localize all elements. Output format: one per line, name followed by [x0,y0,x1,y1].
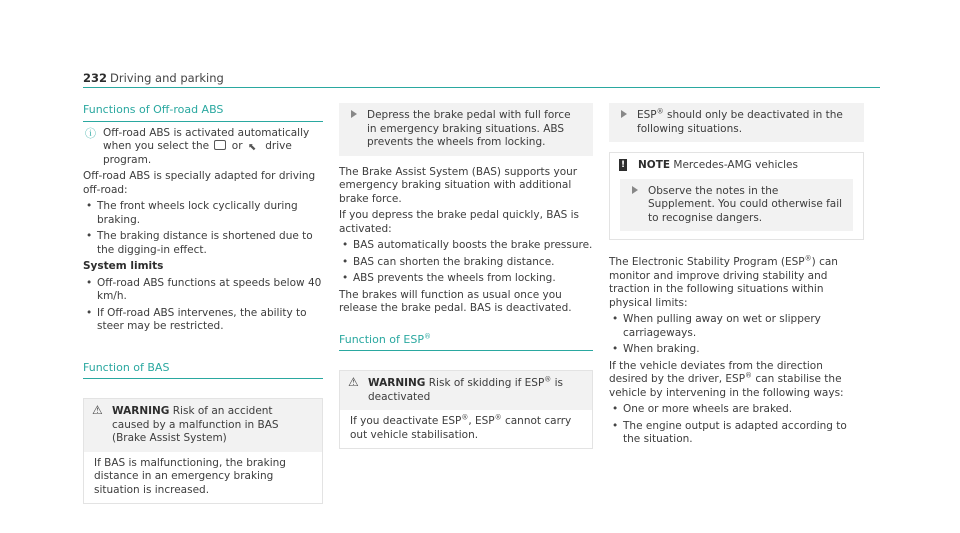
warning-title-a: Risk of skidding if ESP [428,377,545,389]
notice-header [610,153,863,179]
step-arrow-icon [632,186,638,194]
page-section-title: Driving and parking [110,71,224,85]
esp-p2-b: can stabilise the vehicle by intervening in the following ways: [609,373,844,399]
list-item: • BAS can shorten the braking distance. [339,256,593,270]
step-text-b: should only be deactivated in the following situations. [637,109,843,135]
info-icon: ⓘ [85,126,96,140]
reg-mark: ® [544,375,552,384]
page-number: 232 [83,71,108,85]
warning-body [340,410,592,448]
offroad-program-icon [214,140,226,150]
reg-mark: ® [656,107,664,116]
list-item: • ABS prevents the wheels from locking. [339,272,593,286]
info-note [83,127,323,168]
bas-para-2: If you depress the brake pedal quickly, BAS is activated: [339,209,580,235]
warning-box-bas [83,398,323,504]
reg-mark: ® [423,331,431,340]
column-3 [609,103,864,450]
note-or: or [231,140,243,152]
list-item: • Off-road ABS functions at speeds below 40 km/h. [83,277,323,304]
offroad-plus-program-icon: ⬉ [247,142,257,153]
esp-para-2 [609,360,864,401]
instruction-step [339,103,593,156]
warning-label: WARNING [112,405,170,417]
step-text: Observe the notes in the Supplement. You could otherwise fail to recognise dangers. [648,184,843,224]
esp-p2-a: If the vehicle deviates from the direction desired by the driver, ESP [609,359,823,385]
column-2 [339,103,593,459]
list-item: • BAS automatically boosts the brake pressure. [339,239,593,253]
section-heading-offroad-abs: Functions of Off-road ABS [83,103,323,122]
notice-box-amg [609,152,864,240]
notice-exclamation-icon: ! [620,160,626,170]
instruction-step [620,179,853,232]
warning-title-b: is deactivated [368,377,564,403]
note-text-b: drive program. [103,140,292,166]
esp-p1-b: ) can monitor and improve driving stability and traction in the following situations within physical limits: [609,256,838,309]
esp-para-1 [609,256,864,310]
notice-label: NOTE [638,159,671,171]
warning-body-c: cannot carry out vehicle stabilisation. [350,415,572,441]
list-item: • When pulling away on wet or slippery carriageways. [609,313,864,340]
bas-para-1: The Brake Assist System (BAS) supports your emergency braking situation with additional brake force. [339,165,578,205]
list-item: • The engine output is adapted according to the situation. [609,420,864,447]
warning-triangle-icon: ⚠ [92,403,103,417]
warning-triangle-icon: ⚠ [348,375,359,389]
page-header [83,72,880,88]
note-text-a: Off-road ABS is activated automatically when you select the [103,126,310,152]
reg-mark: ® [494,413,502,422]
list-item: • When braking. [609,343,864,357]
column-1 [83,103,323,514]
section-heading-esp [339,333,593,352]
reg-mark: ® [745,371,753,380]
warning-header [84,399,322,452]
warning-body: If BAS is malfunctioning, the braking distance in an emergency braking situation is increased. [94,456,286,496]
list-item: • The front wheels lock cyclically during braking. [83,200,323,227]
offroad-intro: Off-road ABS is specially adapted for driving off-road: [83,170,316,196]
reg-mark: ® [461,413,469,422]
warning-title: Risk of an accident caused by a malfunction in BAS (Brake Assist System) [112,405,279,444]
list-item: • If Off-road ABS intervenes, the ability to steer may be restricted. [83,307,323,334]
step-text-a: ESP [637,109,657,121]
step-arrow-icon [351,110,357,118]
instruction-step [609,103,864,142]
warning-label: WARNING [368,377,426,389]
notice-title: Mercedes-AMG vehicles [673,159,798,171]
step-arrow-icon [621,110,627,118]
warning-header [340,371,592,410]
list-item: • One or more wheels are braked. [609,403,864,417]
reg-mark: ® [804,254,812,263]
bas-para-3: The brakes will function as usual once you release the brake pedal. BAS is deactivated. [339,288,572,314]
step-text: Depress the brake pedal with full force in emergency braking situations. ABS prevents the wheels from locking. [367,109,571,148]
system-limits-heading: System limits [83,260,164,272]
warning-body-b: , ESP [468,415,495,427]
warning-body-a: If you deactivate ESP [350,415,462,427]
esp-p1-a: The Electronic Stability Program (ESP [609,256,805,268]
list-item: • The braking distance is shortened due to the digging-in effect. [83,230,323,257]
notice-body [610,179,863,240]
warning-box-esp [339,370,593,449]
section-heading-bas: Function of BAS [83,361,323,380]
esp-heading-text: Function of ESP [339,332,424,346]
